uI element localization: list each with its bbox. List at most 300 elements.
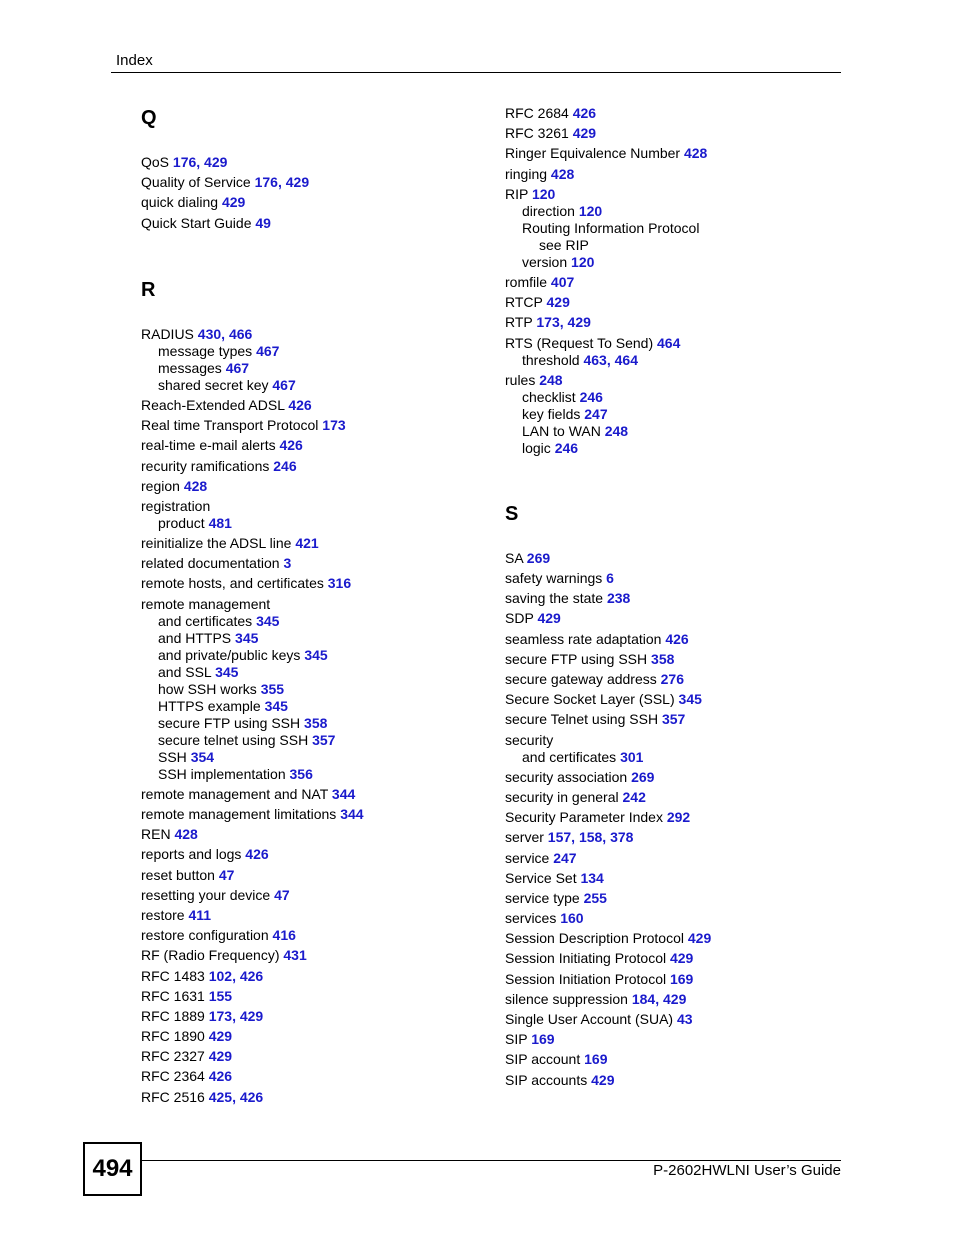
index-term: seamless rate adaptation [505,630,666,647]
page-reference-link[interactable]: 467 [256,342,280,359]
header-section-label: Index [116,52,153,69]
index-entry [141,947,481,964]
index-entry [141,174,481,191]
page-reference-link[interactable]: 429 [208,1048,233,1065]
index-term-line [505,294,570,310]
index-term: service [505,849,554,866]
index-subentry [141,664,481,681]
index-entry [505,631,845,648]
index-term-line [141,458,297,474]
index-term-line [141,1028,232,1044]
page-reference-link[interactable]: 173 [322,417,346,434]
index-entry [141,846,481,863]
index-entry [505,732,845,766]
page-reference-link[interactable]: 269 [631,768,655,785]
page-separator: , [232,1007,240,1024]
index-term: RFC 1889 [141,1007,209,1024]
page-reference-link[interactable]: 345 [256,612,280,629]
index-subentry [141,377,481,394]
index-column-right [505,105,845,1092]
page-reference-link[interactable]: 120 [531,185,556,202]
page-reference-link[interactable]: 428 [174,826,198,843]
index-entry [505,550,845,567]
page-reference-link[interactable]: 246 [579,388,603,405]
page-reference-link[interactable]: 428 [550,165,575,182]
index-entry [141,927,481,944]
page-reference-link[interactable]: 345 [304,646,328,663]
section-gap [505,460,845,500]
index-term: reset button [141,866,219,883]
page-reference-link[interactable]: 176 [254,174,278,191]
index-entry [505,651,845,668]
index-term-line [141,887,290,903]
index-entry [505,335,845,369]
page-reference-link[interactable]: 429 [669,950,694,967]
page-reference-link[interactable]: 120 [571,253,595,270]
index-subentry [505,220,845,237]
index-subentry [505,423,845,440]
page-reference-link[interactable]: 426 [665,630,689,647]
page-reference-link[interactable]: 463 [583,351,607,368]
index-term: quick dialing [141,194,222,211]
index-list-r-continued [505,105,845,457]
index-term-line [141,988,232,1004]
index-term: SIP account [505,1051,585,1068]
page-reference-link[interactable]: 429 [546,294,570,311]
index-entry [141,215,481,232]
page-reference-link[interactable]: 407 [550,273,575,290]
page-reference-link[interactable]: 429 [567,314,591,331]
index-term-line [505,691,702,707]
index-term-line [141,826,198,842]
page-reference-link[interactable]: 160 [560,910,584,927]
page-reference-link[interactable]: 431 [283,947,307,964]
index-term: message types [158,342,257,359]
page-number: 494 [83,1142,142,1196]
index-term: secure Telnet using SSH [505,711,662,728]
index-entry [141,535,481,552]
page-reference-link[interactable]: 155 [208,987,233,1004]
page-reference-link[interactable]: 169 [531,1031,555,1048]
index-entry [505,166,845,183]
page-reference-link[interactable]: 467 [272,376,296,393]
page-separator: , [606,351,615,368]
index-term: RTS (Request To Send) [505,334,658,351]
index-term: secure FTP using SSH [505,650,652,667]
index-term: remote management and NAT [141,785,332,802]
page-reference-link[interactable]: 345 [235,629,259,646]
index-term: RFC 2684 [505,105,573,121]
index-term-line [505,372,563,388]
page-reference-link[interactable]: 467 [225,359,250,376]
index-term: remote management limitations [141,806,341,822]
index-term: romfile [505,273,551,290]
index-term: remote management [141,595,271,612]
page-reference-link[interactable]: 357 [312,731,336,748]
page-reference-link[interactable]: 102 [208,967,233,984]
index-term-line [141,326,252,342]
index-column-left [141,104,481,1109]
index-term-line [141,478,207,494]
index-term: restore [141,906,189,923]
page-reference-link[interactable]: 425 [208,1088,233,1105]
index-subentry [505,237,845,254]
page-reference-link[interactable]: 357 [661,711,686,728]
index-entry [141,786,481,803]
index-term: recurity ramifications [141,457,274,474]
index-subentry [505,254,845,271]
index-entry [141,1068,481,1085]
index-term: Session Initiating Protocol [505,950,670,967]
index-term-line [505,550,550,566]
page-reference-link[interactable]: 466 [228,325,253,342]
index-entry [141,458,481,475]
page-separator: , [232,1088,240,1105]
index-entry [141,596,481,783]
page-reference-link[interactable]: 176 [172,154,197,170]
index-term-line [505,950,693,966]
index-entry [141,555,481,572]
page-separator: , [196,154,205,170]
section-gap [141,235,481,276]
page-reference-link[interactable]: 429 [537,610,561,627]
index-term-line [505,1031,555,1047]
page-reference-link[interactable]: 47 [274,886,290,903]
page-reference-link[interactable]: 238 [606,590,631,607]
index-term-line [141,498,210,514]
page-reference-link[interactable]: 356 [289,765,313,782]
index-term-line [505,105,596,121]
index-list-s [505,550,845,1089]
page-reference-link[interactable]: 169 [584,1051,608,1068]
index-term: Quality of Service [141,174,255,191]
page-reference-link[interactable]: 344 [331,785,356,802]
page-reference-link[interactable]: 49 [255,214,271,231]
index-entry [141,887,481,904]
index-entry [505,711,845,728]
index-term-line [141,154,227,170]
page-reference-link[interactable]: 429 [239,1007,264,1024]
index-term-line [141,174,309,190]
page-reference-link[interactable]: 184 [631,990,656,1007]
page-reference-link[interactable]: 276 [660,671,684,687]
index-term: Service Set [505,869,581,886]
index-term: secure telnet using SSH [158,731,313,748]
page-reference-link[interactable]: 429 [687,930,712,947]
index-entry [141,1008,481,1025]
index-entry [505,294,845,311]
index-term-line [141,194,245,210]
index-subentry [505,440,845,457]
index-term: reinitialize the ADSL line [141,535,296,552]
index-term: security association [505,768,632,785]
index-entry [505,691,845,708]
index-term-line [505,711,685,727]
index-term: SSH implementation [158,765,290,782]
page-reference-link[interactable]: 358 [651,650,675,667]
page-reference-link[interactable]: 426 [245,846,269,863]
index-term-line [505,991,686,1007]
letter-heading-q: Q [141,107,157,129]
page-reference-link[interactable]: 3 [283,555,292,572]
index-entry [505,314,845,331]
index-entry [141,575,481,592]
page-reference-link[interactable]: 354 [190,748,215,765]
index-term-line [141,927,296,943]
index-term-line [505,610,561,626]
page-reference-link[interactable]: 173 [536,314,560,331]
index-entry [141,988,481,1005]
index-term-line [505,870,604,886]
page-reference-link[interactable]: 430 [197,325,222,342]
page-reference-link[interactable]: 248 [539,371,563,388]
page-reference-link[interactable]: 248 [604,422,629,439]
page-reference-link[interactable]: 255 [583,889,607,906]
index-entry [505,1031,845,1048]
index-term: RFC 1483 [141,967,209,984]
index-term-line [141,806,364,822]
page-reference-link[interactable]: 426 [279,437,303,454]
page-reference-link[interactable]: 247 [584,405,608,422]
page-reference-link[interactable]: 173 [208,1007,233,1024]
index-entry [141,1048,481,1065]
index-entry [141,806,481,823]
index-term-line [141,1089,263,1105]
index-term: SSH [158,748,191,765]
letter-heading-r: R [141,278,156,301]
index-term: RFC 1631 [141,987,209,1004]
index-entry [505,274,845,291]
index-term-line [505,910,584,926]
index-entry [505,930,845,947]
page-reference-link[interactable]: 345 [678,691,702,708]
index-term: and private/public keys [158,646,305,663]
page-reference-link[interactable]: 247 [553,849,577,866]
index-entry [505,1011,845,1028]
letter-heading-s: S [505,502,519,525]
index-term-line [505,314,591,330]
index-term: region [141,477,184,494]
index-term: remote hosts, and certificates [141,575,328,592]
index-subentry [141,749,481,766]
page-reference-link[interactable]: 429 [285,174,310,191]
index-term-line [141,555,291,571]
index-entry [505,372,845,457]
page-reference-link[interactable]: 269 [526,549,551,566]
page-reference-link[interactable]: 481 [208,514,232,531]
index-entry [505,910,845,927]
index-subentry [141,698,481,715]
index-term-line [141,1008,263,1024]
index-entry [505,789,845,806]
index-term: RFC 2516 [141,1088,209,1105]
index-entry [505,1072,845,1089]
index-term: Reach-Extended ADSL [141,396,289,413]
page-reference-link[interactable]: 421 [295,535,319,552]
index-term: silence suppression [505,990,632,1007]
index-subentry [141,613,481,630]
page-reference-link[interactable]: 428 [683,145,708,162]
index-term: SIP accounts [505,1071,592,1088]
index-term-line [505,590,630,606]
index-entry [141,437,481,454]
index-term-line [141,575,351,591]
index-term-line [505,335,680,351]
index-term: see RIP [539,236,589,253]
index-entry [141,867,481,884]
page-reference-link[interactable]: 429 [591,1071,615,1088]
index-term: product [158,514,209,531]
index-term-line [505,732,553,748]
page-reference-link[interactable]: 6 [606,570,614,587]
page-reference-link[interactable]: 292 [666,809,691,826]
page-reference-link[interactable]: 358 [304,714,328,731]
index-term: QoS [141,154,173,170]
page-reference-link[interactable]: 345 [264,697,288,714]
footer-divider [141,1160,841,1161]
header-divider [111,72,841,73]
page-reference-link[interactable]: 426 [239,967,264,984]
index-term: services [505,910,561,927]
index-entry [141,194,481,211]
index-entry [141,326,481,394]
index-term: and certificates [522,748,621,765]
page-reference-link[interactable]: 246 [273,457,297,474]
index-entry [141,907,481,924]
index-entry [505,890,845,907]
index-term: server [505,829,548,846]
page-reference-link[interactable]: 426 [288,396,312,413]
index-entry [141,1089,481,1106]
index-term-line [505,1011,693,1027]
index-term-line [505,809,690,825]
page-reference-link[interactable]: 47 [218,866,235,883]
index-term-line [505,1051,608,1067]
page-reference-link[interactable]: 429 [572,125,597,142]
page-reference-link[interactable]: 157 [547,829,572,846]
index-term: SDP [505,610,538,627]
index-term: key fields [522,405,585,422]
page-separator: , [571,829,579,846]
page-reference-link[interactable]: 426 [572,105,597,121]
index-entry [505,186,845,271]
page-reference-link[interactable]: 345 [215,663,239,680]
index-subentry [505,203,845,220]
page-reference-link[interactable]: 428 [183,477,208,494]
index-term-line [141,215,271,231]
index-term-line [505,631,689,647]
index-subentry [141,766,481,783]
page-separator: , [602,829,611,846]
page-reference-link[interactable]: 169 [669,970,694,987]
guide-title: P-2602HWLNI User’s Guide [653,1162,841,1179]
index-term: service type [505,889,584,906]
page-reference-link[interactable]: 429 [663,990,687,1007]
page-reference-link[interactable]: 426 [208,1068,233,1085]
page-reference-link[interactable]: 134 [580,869,604,886]
index-term-line [505,274,574,290]
index-subentry [505,749,845,766]
index-term: REN [141,826,175,843]
index-term-line [141,417,346,433]
page-reference-link[interactable]: 416 [272,927,296,944]
page-reference-link[interactable]: 344 [340,806,364,822]
index-term-line [141,947,307,963]
index-term: reports and logs [141,846,246,863]
index-term: and SSL [158,663,216,680]
index-term-line [505,186,555,202]
index-term: RIP [505,185,532,202]
page-reference-link[interactable]: 429 [208,1028,233,1045]
page-reference-link[interactable]: 464 [657,334,681,351]
index-entry [505,590,845,607]
page-reference-link[interactable]: 429 [221,194,246,211]
index-subentry [505,389,845,406]
index-entry [505,950,845,967]
index-entry [141,1028,481,1045]
page-reference-link[interactable]: 378 [610,829,634,846]
index-term: registration [141,497,211,514]
index-term: direction [522,202,579,219]
index-term: RADIUS [141,325,198,342]
index-term: ringing [505,165,551,182]
page-reference-link[interactable]: 429 [204,154,228,170]
page-reference-link[interactable]: 120 [578,202,603,219]
index-term: RFC 3261 [505,125,573,142]
index-term-line [141,397,312,413]
index-term-line [141,535,319,551]
page-reference-link[interactable]: 43 [676,1011,693,1027]
index-list-q [141,154,481,232]
index-term-line [505,769,654,785]
page-reference-link[interactable]: 316 [327,575,352,592]
index-term: saving the state [505,590,607,607]
index-term: RFC 2364 [141,1068,209,1085]
page-reference-link[interactable]: 158 [578,829,603,846]
index-term: Security Parameter Index [505,809,667,826]
index-entry [505,850,845,867]
index-term: resetting your device [141,886,275,903]
index-term: RFC 1890 [141,1028,209,1045]
index-list-r [141,326,481,1106]
index-subentry [141,715,481,732]
index-term: Ringer Equivalence Number [505,145,684,162]
index-term: rules [505,371,540,388]
index-entry [505,991,845,1008]
index-subentry [141,343,481,360]
page-reference-link[interactable]: 464 [614,351,638,368]
index-term-line [505,829,633,845]
index-subentry [141,360,481,377]
index-term-line [141,907,211,923]
index-entry [505,971,845,988]
index-entry [505,1051,845,1068]
page-separator: , [655,990,663,1007]
page-reference-link[interactable]: 426 [239,1088,264,1105]
index-entry [505,105,845,122]
index-term-line [141,867,234,883]
page-reference-link[interactable]: 301 [620,748,644,765]
index-term-line [141,786,355,802]
page-reference-link[interactable]: 411 [188,906,212,923]
index-entry [505,570,845,587]
index-term-line [505,145,707,161]
index-term: RTP [505,314,537,331]
page-reference-link[interactable]: 246 [554,439,579,456]
page-reference-link[interactable]: 355 [260,680,285,697]
page-separator: , [559,314,568,331]
page-reference-link[interactable]: 242 [622,788,646,805]
